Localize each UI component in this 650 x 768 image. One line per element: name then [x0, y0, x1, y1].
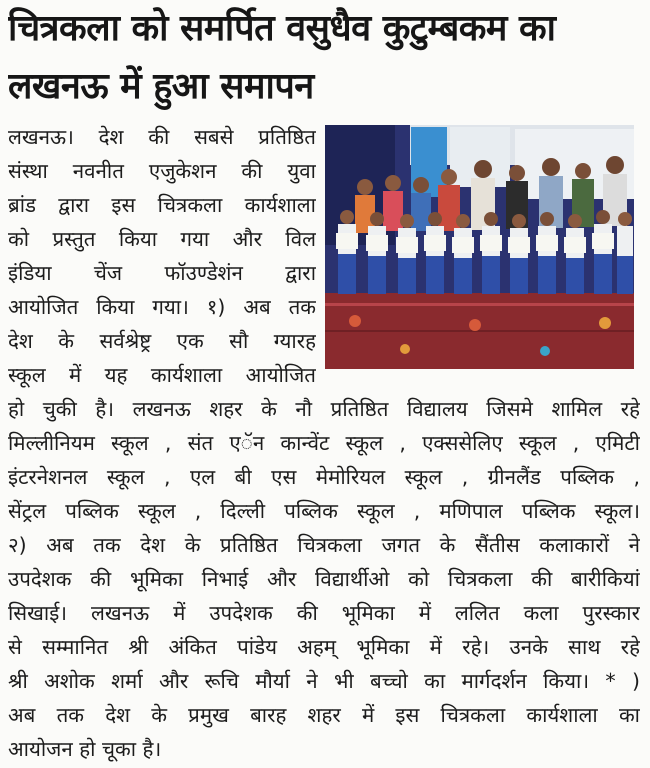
body-line: ब्रांड द्वारा इस चित्रकला कार्यशाला: [8, 193, 316, 217]
body-line: लखनऊ। देश की सबसे प्रतिष्ठित: [8, 125, 316, 149]
body-line: अब तक देश के प्रमुख बारह शहर में इस चित्रकला कार्यशाला का: [8, 703, 640, 727]
body-line: स्कूल में यह कार्यशाला आयोजित: [8, 363, 316, 387]
body-line: मिल्लीनियम स्कूल , संत एॅन कान्वेंट स्कूल , एक्ससेलिए स्कूल , एमिटी: [8, 431, 640, 455]
headline-line-2: लखनऊ में हुआ समापन: [8, 66, 314, 107]
body-line: को प्रस्तुत किया गया और विल: [8, 227, 316, 251]
body-line: इंडिया चेंज फॉउण्डेशंन द्वारा: [8, 261, 316, 285]
body-line: सेंट्रल पब्लिक स्कूल , दिल्ली पब्लिक स्कूल , मणिपाल पब्लिक स्कूल।: [8, 499, 640, 523]
body-line: से सम्मानित श्री अंकित पांडेय अहम् भूमिका में रहे। उनके साथ रहे: [8, 635, 640, 659]
body-line: २) अब तक देश के प्रतिष्ठित चित्रकला जगत के सैंतीस कलाकारों ने: [8, 533, 640, 557]
group-photo-icon: [325, 125, 634, 369]
body-line: इंटरनेशनल स्कूल , एल बी एस मेमोरियल स्कूल , ग्रीनलैंड पब्लिक ,: [8, 465, 640, 489]
body-line: श्री अशोक शर्मा और रूचि मौर्या ने भी बच्चो का मार्गदर्शन किया। * ): [8, 669, 640, 693]
body-line: आयोजित किया गया। १) अब तक: [8, 295, 316, 319]
headline-line-1: चित्रकला को समर्पित वसुधैव कुटुम्बकम का: [8, 8, 556, 49]
body-line: आयोजन हो चूका है।: [8, 737, 162, 761]
body-line: संस्था नवनीत एजुकेशन की युवा: [8, 159, 316, 183]
body-line: उपदेशक की भूमिका निभाई और विद्यार्थीओ को चित्रकला की बारीकियां: [8, 567, 640, 591]
body-line: सिखाई। लखनऊ में उपदेशक की भूमिका में ललित कला पुरस्कार: [8, 601, 640, 625]
body-line: हो चुकी है। लखनऊ शहर के नौ प्रतिष्ठित विद्यालय जिसमे शामिल रहे: [8, 397, 640, 421]
body-line: देश के सर्वश्रेष्ट्र एक सौ ग्यारह: [8, 329, 316, 353]
